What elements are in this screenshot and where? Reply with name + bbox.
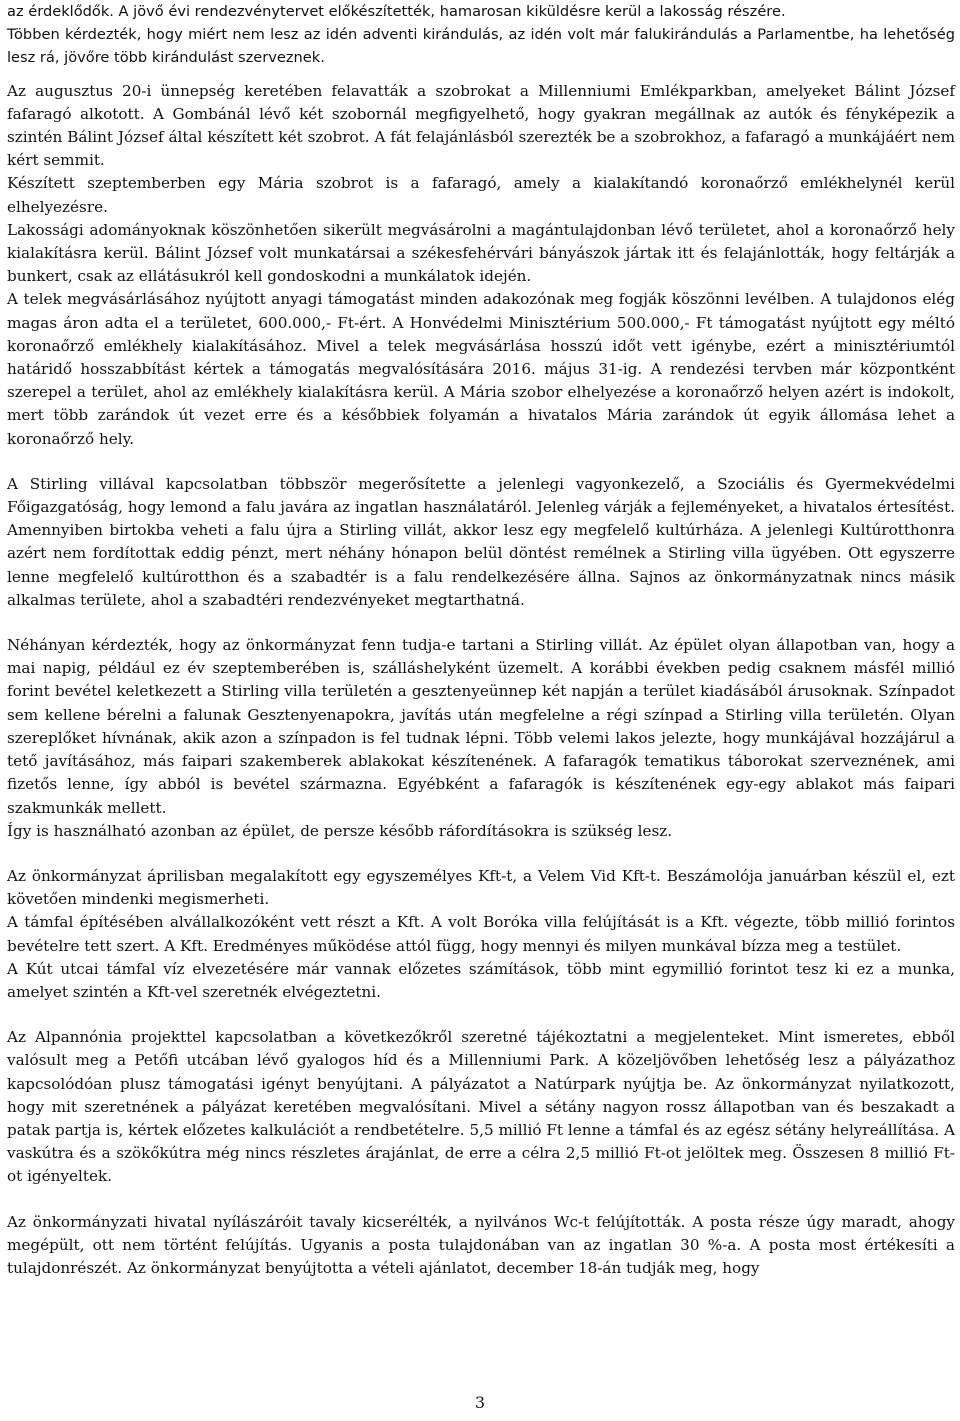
paragraph: Az Alpannónia projekttel kapcsolatban a következőkről szeretné tájékoztatni a megjelenteket. Mint ismeretes, ebből valósult meg a Petőfi utcában lévő gyalogos híd és a Millenniumi Park. A közeljövőben lehetőség lesz a pályázathoz kapcsolódóan plusz támogatási igényt benyújtani. A pályázatot a Natúrpark nyújtja be. Az önkormányzat nyilatkozott, hogy mit szeretnének a pályázat keretében megvalósítani. Mivel a sétány nagyon rossz állapotban van és beszakadt a patak partja is, kértek előzetes kalkulációt a rendbetételre. 5,5 millió Ft lenne a támfal és az egész sétány helyreállítása. A vaskútra és a szökőkútra még nincs részletes árajánlat, de erre a célra 2,5 millió Ft-ot jelöltek meg. Összesen 8 millió Ft-ot igényeltek.: [7, 1028, 955, 1186]
spacer: [7, 451, 955, 473]
paragraph: A támfal építésében alvállalkozóként vett részt a Kft. A volt Boróka villa felújítását is a Kft. végezte, több millió forintos bevételre tett szert. A Kft. Eredményes működése attól függ, hogy mennyi és milyen munkával bízza meg a testület.: [7, 913, 955, 955]
document-page: [7, 0, 955, 1280]
paragraph: az érdeklődők. A jövő évi rendezvénytervet előkészítették, hamarosan kiküldésre kerül a lakosság részére.: [7, 3, 786, 20]
paragraph: A Kút utcai támfal víz elvezetésére már vannak előzetes számítások, több mint egymillió forintot tesz ki ez a munka, amelyet szintén a Kft-vel szeretnék elvégeztetni.: [7, 959, 955, 1001]
paragraph: A telek megvásárlásához nyújtott anyagi támogatást minden adakozónak meg fogják köszönni levélben. A tulajdonos elég magas áron adta el a területet, 600.000,- Ft-ért. A Honvédelmi Minisztérium 500.000,- Ft támogatást nyújtott egy méltó koronaőrző emlékhely kialakításához. Mivel a telek megvásárlása hosszú időt vett igénybe, ezért a minisztériumtól határidő hosszabbítást kértek a támogatás megvalósítására 2016. május 31-ig. A rendezési tervben már központként szerepel a terület, ahol az emlékhely kialakításra kerül. A Mária szobor elhelyezése a koronaőrző helyen azért is indokolt, mert több zarándok út vezet erre és a későbbiek folyamán a hivatalos Mária zarándok út egyik állomása lehet a koronaőrző hely.: [7, 290, 955, 448]
paragraph: Így is használható azonban az épület, de persze később ráfordításokra is szükség lesz.: [7, 821, 673, 840]
paragraph: Többen kérdezték, hogy miért nem lesz az idén adventi kirándulás, az idén volt már falukirándulás a Parlamentbe, ha lehetőség lesz rá, jövőre több kirándulást szerveznek.: [7, 26, 955, 67]
paragraph: Az önkormányzati hivatal nyílászáróit tavaly kicserélték, a nyilvános Wc-t felújították. A posta része úgy maradt, ahogy megépült, ott nem történt felújítás. Ugyanis a posta tulajdonában van az ingatlan 30 %-a. A posta most értékesíti a tulajdonrészét. Az önkormányzat benyújtotta a vételi ajánlatot, december 18-án tudják meg, hogy: [7, 1212, 955, 1277]
paragraph: Néhányan kérdezték, hogy az önkormányzat fenn tudja-e tartani a Stirling villát. Az épület olyan állapotban van, hogy a mai napig, például ez év szeptemberében is, szálláshelyként üzemelt. A korábbi években pedig csaknem másfél millió forint bevétel keletkezett a Stirling villa területén a gesztenyeünnep két napján a terület kiadásából árusoknak. Színpadot sem kellene bérelni a falunak Gesztenyenapokra, javítás után megfelelne a régi színpad a Stirling villa területén. Olyan szereplőket hívnának, akik azon a színpadon is fel tudnak lépni. Több velemi lakos jelezte, hogy munkájával hozzájárul a tető javításához, más faipari szakemberek ablakokat készítenének. A fafaragók tematikus táborokat szerveznének, ami fizetős lenne, így abból is bevétel származna. Egyébként a fafaragók is készítenének egy-egy ablakot más faipari szakmunkák mellett.: [7, 636, 955, 817]
paragraph: Lakossági adományoknak köszönhetően sikerült megvásárolni a magántulajdonban lévő területet, ahol a koronaőrző hely kialakításra kerül. Bálint József volt munkatársai a székesfehérvári bányászok jártak itt és felajánlották, hogy feltárják a bunkert, csak az ellátásukról kell gondoskodni a munkálatok idején.: [7, 220, 955, 286]
paragraph: Az augusztus 20-i ünnepség keretében felavatták a szobrokat a Millenniumi Emlékparkban, amelyeket Bálint József fafaragó alkotott. A Gombánál lévő két szobornál megfigyelhető, hogy gyakran megállnak az autók és fényképezik a szintén Bálint József által készített két szobrot. A fát felajánlásból szerezték be a szobrokhoz, a fafaragó a munkájáért nem kért semmit.: [7, 81, 955, 170]
spacer: [7, 843, 955, 865]
paragraph: Készített szeptemberben egy Mária szobrot is a fafaragó, amely a kialakítandó koronaőrző emlékhelynél kerül elhelyezésre.: [7, 174, 955, 216]
page-number: 3: [474, 1393, 486, 1412]
paragraph: A Stirling villával kapcsolatban többször megerősítette a jelenlegi vagyonkezelő, a Szociális és Gyermekvédelmi Főigazgatóság, hogy lemond a falu javára az ingatlan használatáról. Jelenleg várják a fejleményeket, a hivatalos értesítést. Amennyiben birtokba veheti a falu újra a Stirling villát, akkor lesz egy megfelelő kultúrháza. A jelenlegi Kultúrotthonra azért nem fordítottak eddig pénzt, mert néhány hónapon belül döntést remélnek a Stirling villa ügyében. Ott egyszerre lenne megfelelő kultúrotthon és a szabadtér is a falu rendelkezésére állna. Sajnos az önkormányzatnak nincs másik alkalmas területe, ahol a szabadtéri rendezvényeket megtarthatná.: [7, 474, 955, 609]
spacer: [7, 1004, 955, 1026]
spacer: [7, 612, 955, 634]
spacer: [7, 70, 955, 80]
paragraph: Az önkormányzat áprilisban megalakított egy egyszemélyes Kft-t, a Velem Vid Kft-t. Beszámolója januárban készül el, ezt követően mindenki megismerheti.: [7, 866, 955, 909]
spacer: [7, 1189, 955, 1211]
